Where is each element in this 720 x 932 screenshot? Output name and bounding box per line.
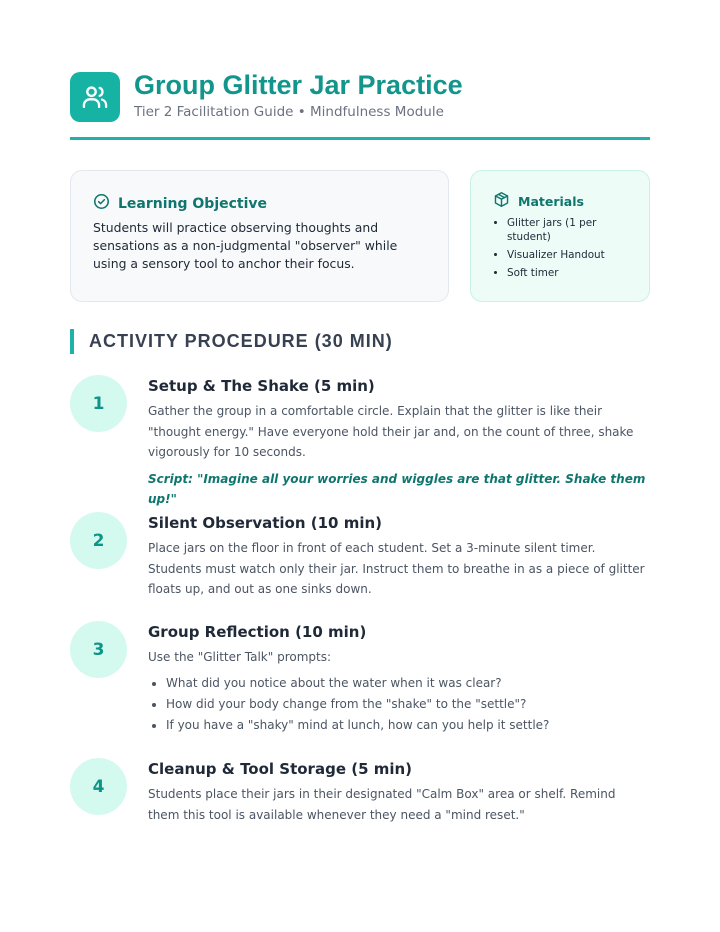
check-circle-icon	[93, 193, 110, 214]
step-text: Gather the group in a comfortable circle. Explain that the glitter is like their "thought energy." Have everyone hold their jar and, on the count of three, shake vigorously for 10 seconds.	[148, 404, 634, 459]
step-number-badge: 2	[70, 512, 127, 569]
header-divider	[70, 137, 650, 140]
list-item: • How did your body change from the "shake" to the "settle"?	[166, 694, 648, 715]
page-title: Group Glitter Jar Practice	[134, 70, 463, 100]
step-script: Script: "Imagine all your worries and wiggles are that glitter. Shake them up!"	[148, 471, 646, 506]
learning-objective-card	[70, 170, 449, 302]
list-item: • Glitter jars (1 per student)	[507, 216, 635, 244]
reflection-prompts	[148, 673, 648, 736]
section-heading: ACTIVITY PROCEDURE (30 MIN)	[70, 329, 393, 354]
step-title: Cleanup & Tool Storage (5 min)	[148, 760, 413, 778]
step-text: Place jars on the floor in front of each student. Set a 3-minute silent timer. Students must watch only their jar. Instruct them to breathe in as a piece of glitter floats up, and out as one sinks down.	[148, 541, 645, 596]
list-item: • Visualizer Handout	[507, 248, 635, 262]
list-item: • What did you notice about the water when it was clear?	[166, 673, 648, 694]
objective-heading: Learning Objective	[118, 195, 268, 212]
page-subtitle: Tier 2 Facilitation Guide • Mindfulness Module	[134, 104, 444, 120]
users-icon	[70, 72, 120, 122]
step-number-badge: 1	[70, 375, 127, 432]
document-header	[70, 72, 650, 132]
step-number-badge: 3	[70, 621, 127, 678]
step-number-badge: 4	[70, 758, 127, 815]
package-icon	[493, 191, 510, 211]
step-title: Silent Observation (10 min)	[148, 514, 382, 532]
materials-heading: Materials	[518, 193, 584, 209]
materials-header	[493, 191, 584, 211]
materials-list	[507, 216, 635, 284]
list-item: • Soft timer	[507, 266, 635, 280]
objective-header	[93, 193, 267, 214]
list-item: • If you have a "shaky" mind at lunch, how can you help it settle?	[166, 715, 648, 736]
objective-text: Students will practice observing thoughts and sensations as a non-judgmental "observer" while using a sensory tool to anchor their focus.	[93, 220, 398, 271]
step-text: Use the "Glitter Talk" prompts:	[148, 650, 332, 664]
materials-card	[470, 170, 650, 302]
step-title: Group Reflection (10 min)	[148, 623, 367, 641]
step-text: Students place their jars in their designated "Calm Box" area or shelf. Remind them this tool is available whenever they need a "mind reset."	[148, 787, 616, 822]
step-title: Setup & The Shake (5 min)	[148, 377, 375, 395]
